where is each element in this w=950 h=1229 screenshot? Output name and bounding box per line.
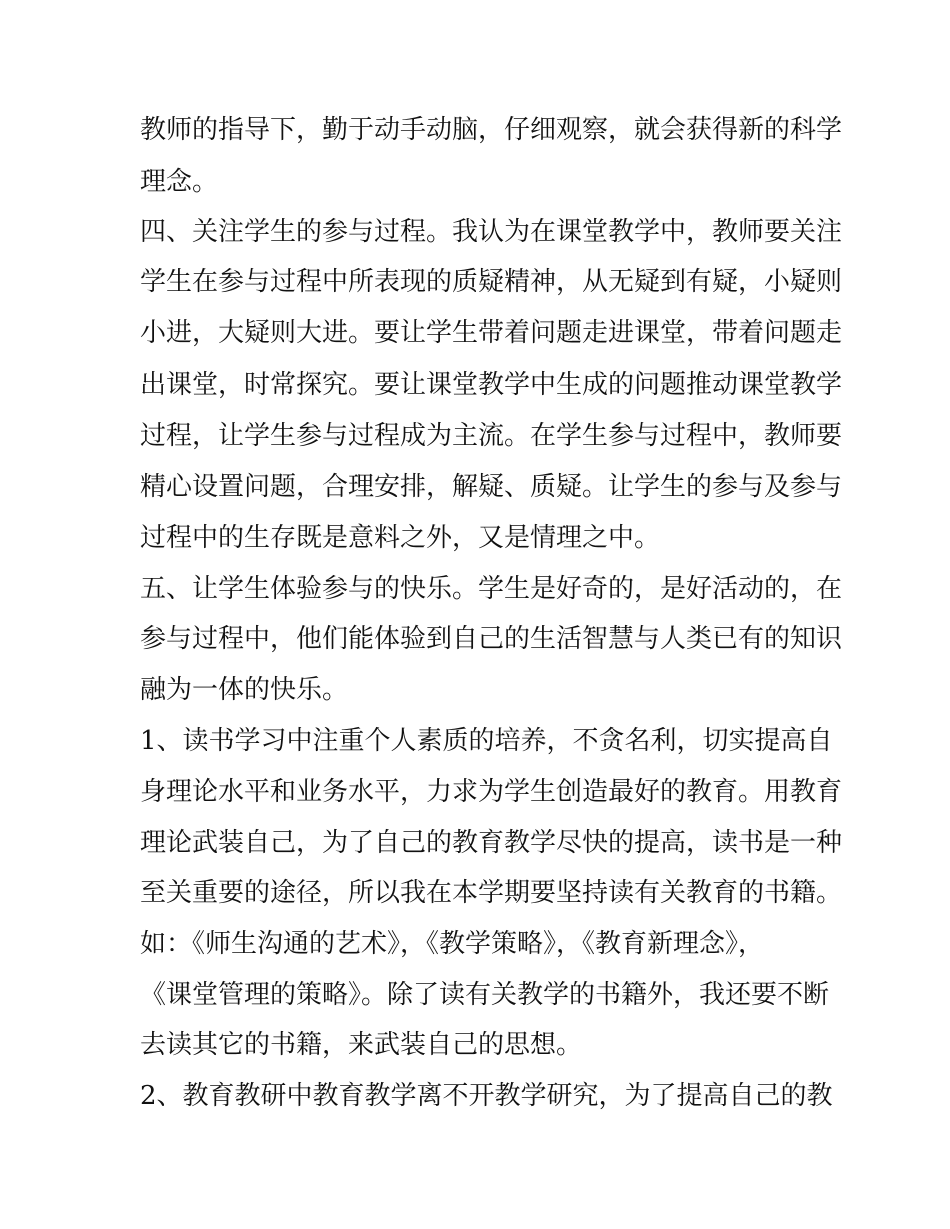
text-line: 教师的指导下，勤于动手动脑，仔细观察，就会获得新的科学	[140, 115, 843, 145]
text-line: 过程中的生存既是意料之外，又是情理之中。	[140, 523, 661, 553]
text-line: 小进，大疑则大进。要让学生带着问题走进课堂，带着问题走	[140, 318, 843, 348]
text-line: 融为一体的快乐。	[140, 675, 349, 705]
text-line: 如：《师生沟通的艺术》，《教学策略》，《教育新理念》，	[140, 929, 765, 959]
text-line: 学生在参与过程中所表现的质疑精神，从无疑到有疑，小疑则	[140, 267, 843, 297]
text-line: 参与过程中，他们能体验到自己的生活智慧与人类已有的知识	[140, 624, 843, 654]
text-line: 2、教育教研中教育教学离不开教学研究，为了提高自己的教	[140, 1081, 833, 1111]
text-line: 出课堂，时常探究。要让课堂教学中生成的问题推动课堂教学	[140, 370, 843, 400]
text-line: 1、读书学习中注重个人素质的培养，不贪名利，切实提高自	[140, 726, 833, 756]
text-line: 理念。	[140, 167, 219, 197]
text-line: 理论武装自己，为了自己的教育教学尽快的提高，读书是一种	[140, 828, 843, 858]
text-line: 至关重要的途径，所以我在本学期要坚持读有关教育的书籍。	[140, 878, 843, 908]
text-line: 精心设置问题，合理安排，解疑、质疑。让学生的参与及参与	[140, 472, 843, 502]
text-line: 五、让学生体验参与的快乐。学生是好奇的，是好活动的，在	[140, 574, 843, 604]
text-line: 去读其它的书籍，来武装自己的思想。	[140, 1030, 583, 1060]
text-line: 过程，让学生参与过程成为主流。在学生参与过程中，教师要	[140, 421, 843, 451]
text-line: 四、关注学生的参与过程。我认为在课堂教学中，教师要关注	[140, 217, 843, 247]
text-line: 《课堂管理的策略》。除了读有关教学的书籍外，我还要不断	[140, 980, 830, 1010]
text-line: 身理论水平和业务水平，力求为学生创造最好的教育。用教育	[140, 777, 843, 807]
